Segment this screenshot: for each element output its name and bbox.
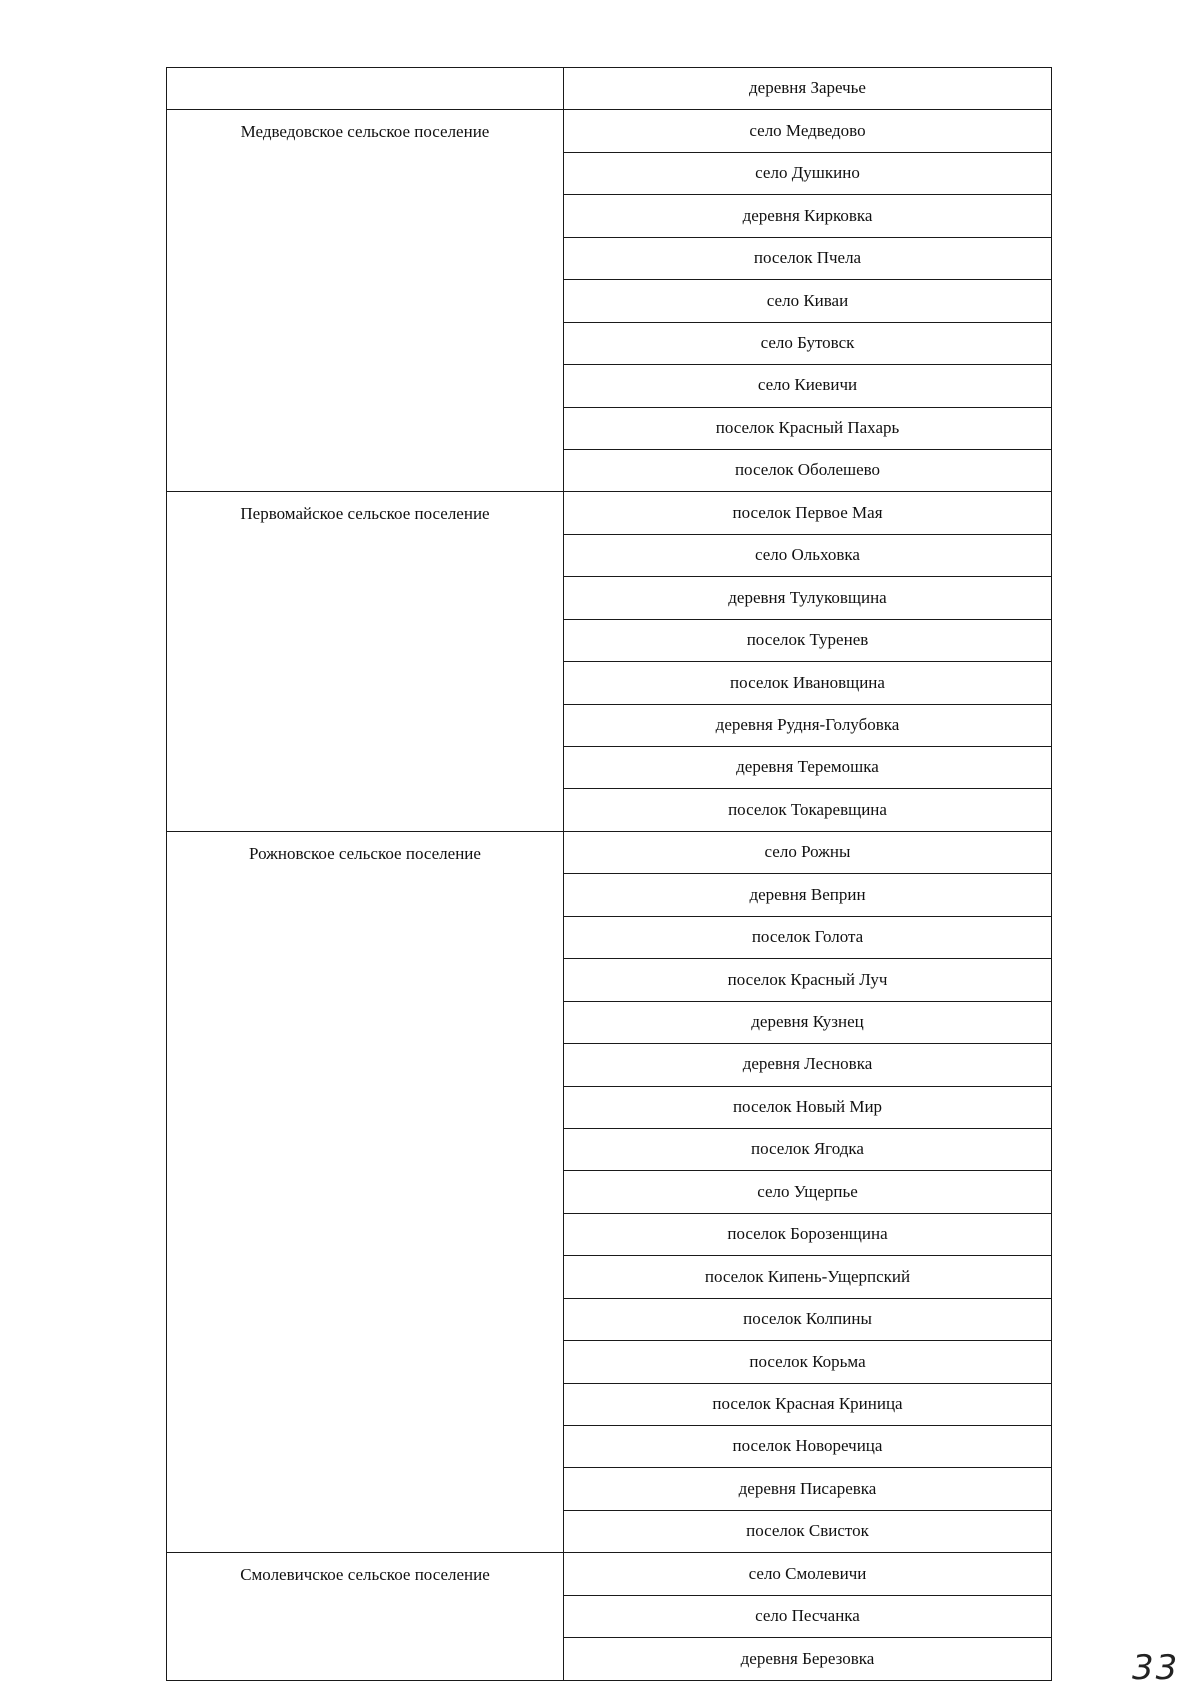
settlement-name: поселок Борозенщина	[564, 1213, 1052, 1255]
settlement-name: деревня Тулуковщина	[564, 577, 1052, 619]
table-row	[167, 492, 1052, 534]
settlement-name: поселок Корьма	[564, 1341, 1052, 1383]
settlement-name: поселок Красный Луч	[564, 959, 1052, 1001]
settlement-name: поселок Новый Мир	[564, 1086, 1052, 1128]
settlement-name: поселок Свисток	[564, 1510, 1052, 1552]
settlement-group-name: Первомайское сельское поселение	[167, 492, 564, 832]
settlement-name: село Киваи	[564, 280, 1052, 322]
settlement-name: поселок Токаревщина	[564, 789, 1052, 831]
table-row	[167, 68, 1052, 110]
settlement-group-name: Смолевичское сельское поселение	[167, 1553, 564, 1680]
settlements-table	[166, 67, 1052, 1681]
settlement-name: деревня Веприн	[564, 874, 1052, 916]
settlement-name: поселок Ивановщина	[564, 662, 1052, 704]
settlement-name: поселок Первое Мая	[564, 492, 1052, 534]
settlement-name: поселок Новоречица	[564, 1426, 1052, 1468]
settlement-name: поселок Оболешево	[564, 449, 1052, 491]
settlement-name: село Ольховка	[564, 534, 1052, 576]
settlement-name: поселок Ягодка	[564, 1128, 1052, 1170]
settlement-name: село Бутовск	[564, 322, 1052, 364]
settlement-name: деревня Писаревка	[564, 1468, 1052, 1510]
table-row	[167, 110, 1052, 152]
settlement-name: поселок Голота	[564, 916, 1052, 958]
settlement-name: поселок Туренев	[564, 619, 1052, 661]
settlement-name: деревня Кирковка	[564, 195, 1052, 237]
page-number: 33	[1132, 1648, 1180, 1688]
settlement-group-name	[167, 68, 564, 110]
table-row	[167, 1553, 1052, 1595]
settlement-name: село Душкино	[564, 152, 1052, 194]
settlement-name: поселок Кипень-Ущерпский	[564, 1256, 1052, 1298]
settlement-name: деревня Рудня-Голубовка	[564, 704, 1052, 746]
settlement-name: деревня Березовка	[564, 1638, 1052, 1680]
settlement-name: поселок Пчела	[564, 237, 1052, 279]
settlement-name: село Рожны	[564, 831, 1052, 873]
settlement-name: деревня Лесновка	[564, 1044, 1052, 1086]
table-row	[167, 831, 1052, 873]
settlement-name: село Песчанка	[564, 1595, 1052, 1637]
settlement-name: село Ущерпье	[564, 1171, 1052, 1213]
settlement-name: поселок Красный Пахарь	[564, 407, 1052, 449]
settlement-name: село Смолевичи	[564, 1553, 1052, 1595]
settlement-group-name: Рожновское сельское поселение	[167, 831, 564, 1552]
settlement-group-name: Медведовское сельское поселение	[167, 110, 564, 492]
settlement-name: деревня Теремошка	[564, 747, 1052, 789]
settlement-name: деревня Заречье	[564, 68, 1052, 110]
settlement-name: деревня Кузнец	[564, 1001, 1052, 1043]
settlements-table-body	[167, 68, 1052, 1681]
settlement-name: поселок Колпины	[564, 1298, 1052, 1340]
settlement-name: поселок Красная Криница	[564, 1383, 1052, 1425]
settlement-name: село Киевичи	[564, 365, 1052, 407]
settlement-name: село Медведово	[564, 110, 1052, 152]
